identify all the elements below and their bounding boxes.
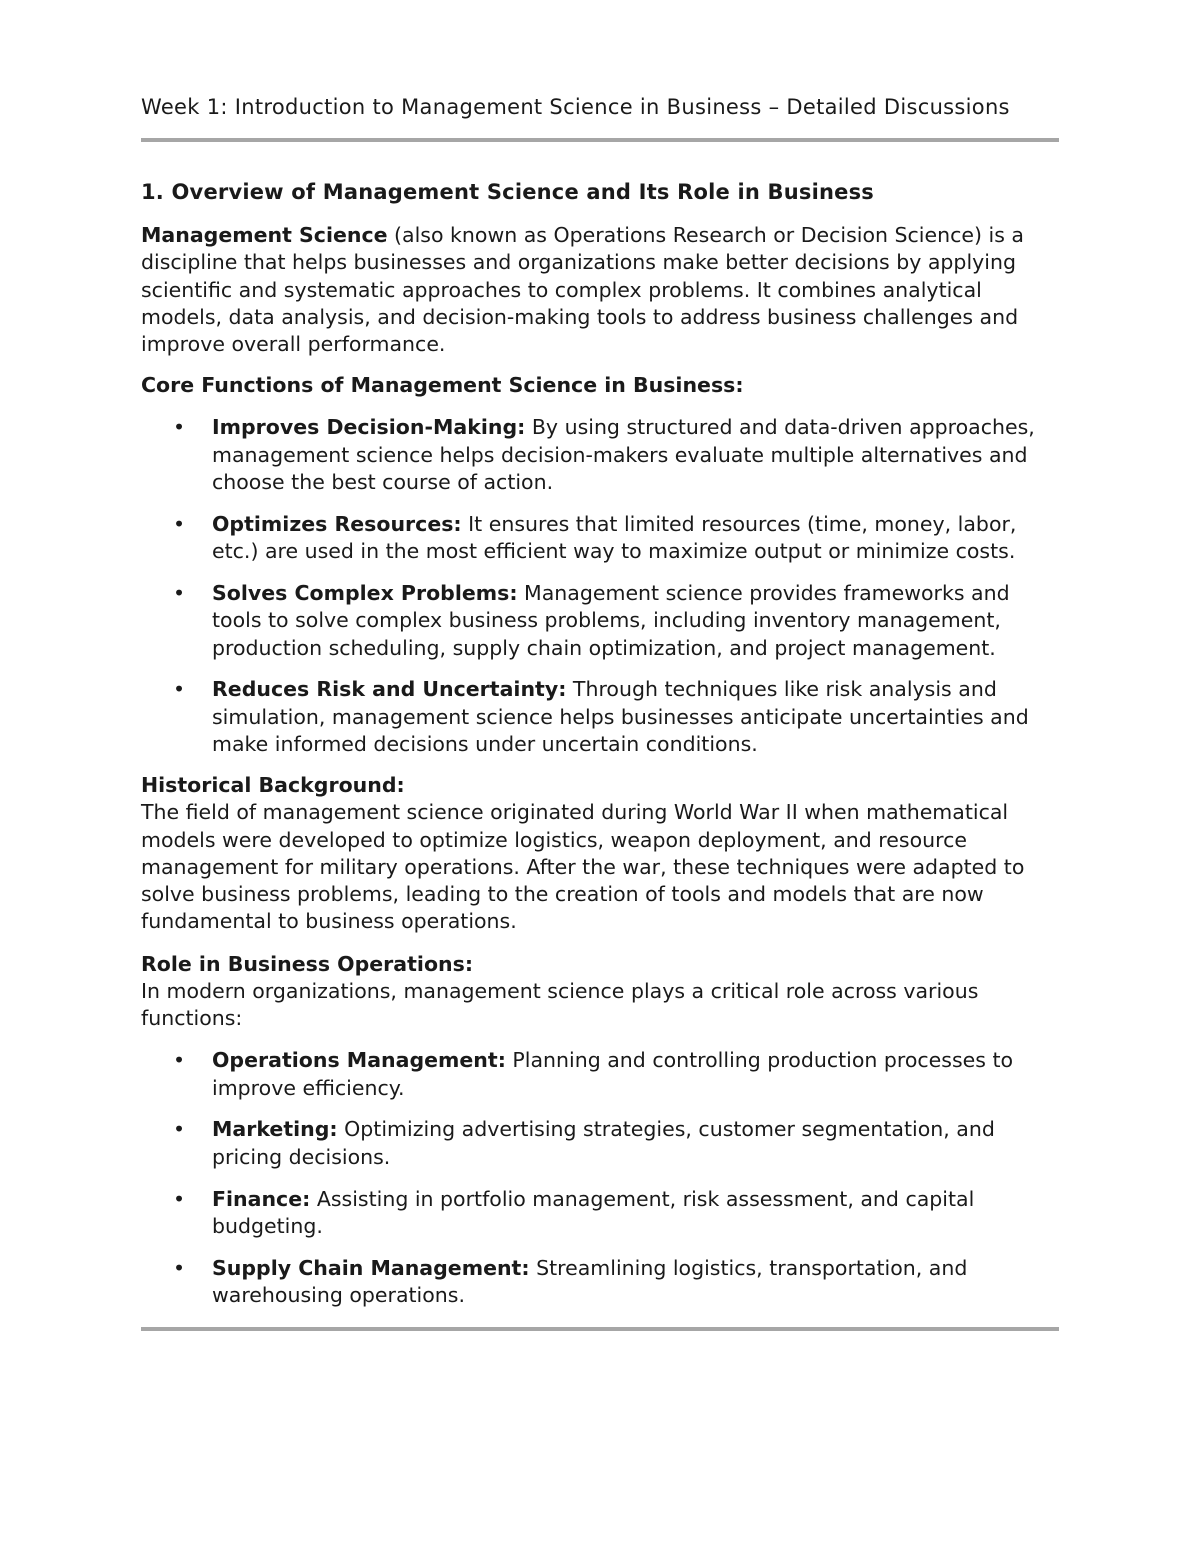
intro-paragraph (141, 222, 1061, 358)
role-list (141, 1047, 1061, 1309)
item-term: Marketing: (212, 1117, 338, 1142)
item-term: Solves Complex Problems: (212, 580, 518, 605)
list-item (141, 1047, 1061, 1102)
item-text: Through techniques like risk analysis and simulation, management science helps businesses anticipate uncertainties and make informed decisions under uncertain conditions. (212, 677, 1029, 756)
item-text: Planning and controlling production processes to improve efficiency. (212, 1048, 1014, 1100)
item-term: Reduces Risk and Uncertainty: (212, 677, 567, 702)
core-functions-list (141, 414, 1061, 758)
bullet-icon: • (173, 415, 186, 440)
document-title: Week 1: Introduction to Management Science in Business – Detailed Discussions (141, 95, 1010, 119)
item-term: Finance: (212, 1186, 311, 1211)
intro-text: (also known as Operations Research or Decision Science) is a discipline that helps businesses and organizations make better decisions by applying scientific and systematic approaches to complex problems. It combines analytical models, data analysis, and decision-making tools to address business challenges and improve overall performance. (141, 223, 1024, 357)
historical-background-text: The field of management science originated during World War II when mathematical models were developed to optimize logistics, weapon deployment, and resource management for military operations. After the war, these techniques were adapted to solve business problems, leading to the creation of tools and models that are now fundamental to business operations. (141, 800, 1025, 934)
item-term: Optimizes Resources: (212, 511, 462, 536)
bullet-icon: • (173, 677, 186, 702)
bullet-icon: • (173, 1048, 186, 1073)
horizontal-rule-bottom (141, 1327, 1059, 1331)
item-text: Management science provides frameworks and tools to solve complex business problems, including inventory management, production scheduling, supply chain optimization, and project management. (212, 580, 1010, 660)
bullet-icon: • (173, 1186, 186, 1211)
item-term: Improves Decision-Making: (212, 415, 526, 440)
item-text: Optimizing advertising strategies, customer segmentation, and pricing decisions. (212, 1117, 995, 1169)
item-text: By using structured and data-driven approaches, management science helps decision-makers evaluate multiple alternatives and choose the best course of action. (212, 415, 1035, 495)
item-text: Streamlining logistics, transportation, and warehousing operations. (212, 1255, 968, 1307)
section-heading: 1. Overview of Management Science and Its Role in Business (141, 180, 874, 204)
bullet-icon: • (173, 1255, 186, 1280)
document-page (141, 94, 1061, 1331)
historical-background-heading: Historical Background: (141, 773, 405, 798)
item-text: Assisting in portfolio management, risk assessment, and capital budgeting. (212, 1186, 975, 1238)
role-heading: Role in Business Operations: (141, 951, 474, 976)
list-item (141, 676, 1061, 758)
core-functions-heading: Core Functions of Management Science in Business: (141, 373, 744, 398)
list-item (141, 414, 1061, 496)
item-text: It ensures that limited resources (time, money, labor, etc.) are used in the most efficient way to maximize output or minimize costs. (212, 511, 1017, 564)
item-term: Operations Management: (212, 1048, 506, 1073)
item-term: Supply Chain Management: (212, 1255, 530, 1280)
bullet-icon: • (173, 1117, 186, 1142)
horizontal-rule-top (141, 138, 1059, 142)
bullet-icon: • (173, 511, 186, 536)
list-item (141, 580, 1061, 662)
list-item (141, 1255, 1061, 1310)
list-item (141, 511, 1061, 566)
list-item (141, 1116, 1061, 1171)
role-text: In modern organizations, management science plays a critical role across various functions: (141, 978, 979, 1031)
list-item (141, 1186, 1061, 1241)
intro-term: Management Science (141, 223, 388, 247)
bullet-icon: • (173, 580, 186, 605)
